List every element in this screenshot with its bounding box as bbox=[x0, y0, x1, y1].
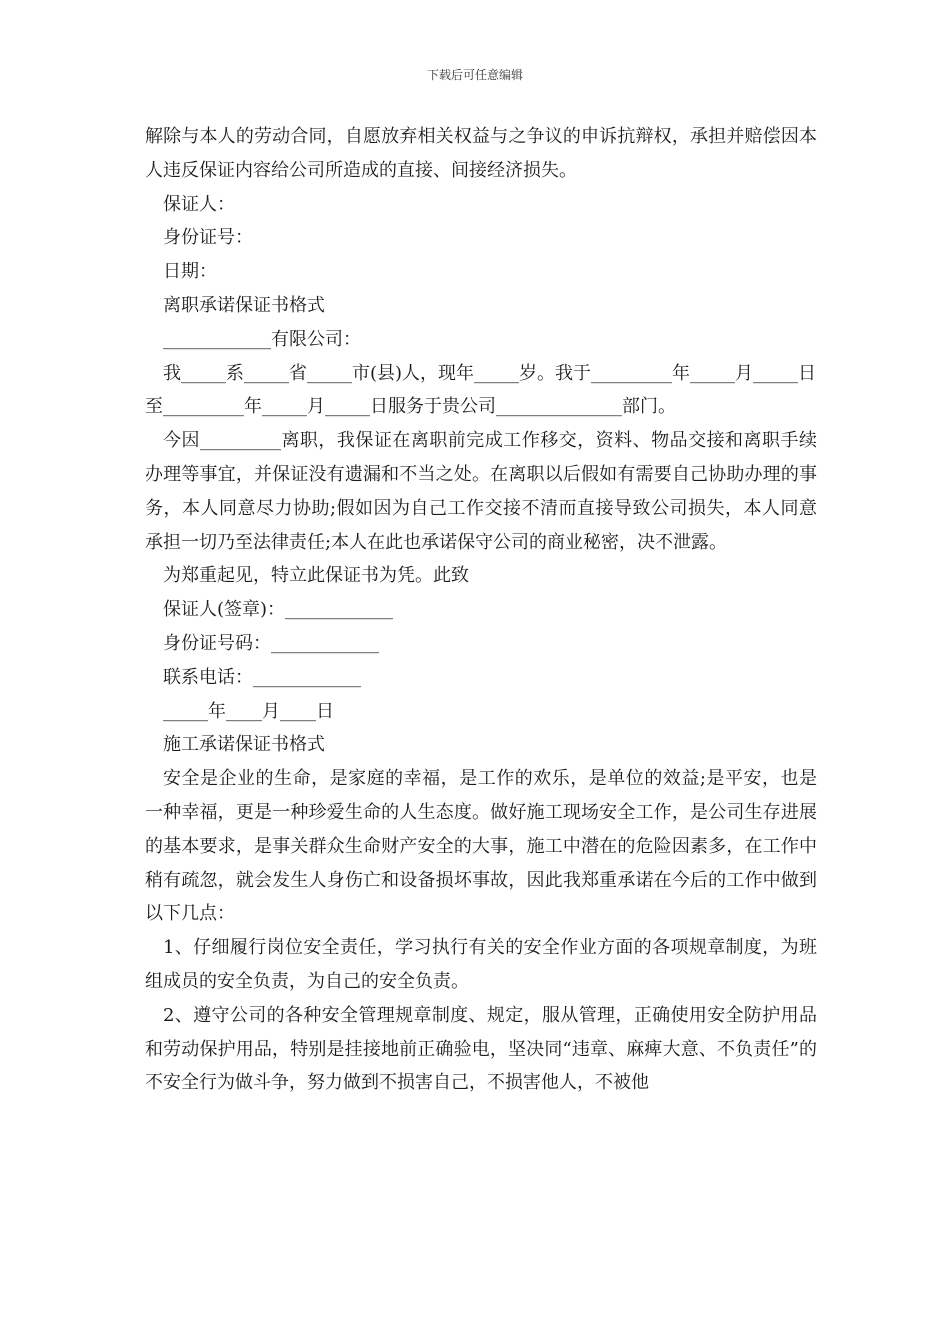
paragraph-resignation-pledge: 今因_________离职，我保证在离职前完成工作移交，资料、物品交接和离职手续办理等事宜，并保证没有遗漏和不当之处。在离职以后假如有需要自己协助办理的事务，本人同意尽力协助;假如因为自己工作交接不清而直接导致公司损失，本人同意承担一切乃至法律责任;本人在此也承诺保守公司的商业秘密，决不泄露。 bbox=[145, 430, 817, 553]
paragraph-personal-info: 我_____系_____省_____市(县)人，现年_____岁。我于_________年_____月_____日至_________年_____月_____日服务于贵公司______________部门。 bbox=[145, 362, 817, 418]
guarantor-signature-line: 保证人(签章)：____________ bbox=[163, 599, 394, 621]
section-title-resignation: 离职承诺保证书格式 bbox=[163, 294, 325, 316]
paragraph-item-1: 1、仔细履行岗位安全责任，学习执行有关的安全作业方面的各项规章制度，为班组成员的安全负责，为自己的安全负责。 bbox=[145, 937, 817, 992]
paragraph-contract-termination: 解除与本人的劳动合同，自愿放弃相关权益与之争议的申诉抗辩权，承担并赔偿因本人违反保证内容给公司所造成的直接、间接经济损失。 bbox=[145, 126, 817, 181]
id-number-line: 身份证号码：____________ bbox=[163, 632, 379, 654]
date-line: _____年____月____日 bbox=[163, 700, 334, 722]
paragraph-safety-intro: 安全是企业的生命，是家庭的幸福，是工作的欢乐，是单位的效益;是平安，也是一种幸福，更是一种珍爱生命的人生态度。做好施工现场安全工作，是公司生存进展的基本要求，是事关群众生命财产安全的大事，施工中潜在的危险因素多，在工作中稍有疏忽，就会发生人身伤亡和设备损坏事故，因此我郑重承诺在今后的工作中做到以下几点： bbox=[145, 768, 817, 925]
phone-line: 联系电话：____________ bbox=[163, 666, 361, 688]
id-number-label: 身份证号： bbox=[163, 227, 253, 249]
guarantor-label: 保证人： bbox=[163, 193, 235, 215]
document-body bbox=[145, 120, 817, 1100]
page-header: 下载后可任意编辑 bbox=[426, 68, 523, 82]
date-label: 日期： bbox=[163, 261, 217, 283]
paragraph-item-2: 2、遵守公司的各种安全管理规章制度、规定，服从管理，正确使用安全防护用品和劳动保护用品，特别是挂接地前正确验电，坚决同“违章、麻痺大意、不负责任”的不安全行为做斗争，努力做到不损害自己，不损害他人，不被他 bbox=[145, 1004, 817, 1094]
section-title-construction: 施工承诺保证书格式 bbox=[163, 734, 325, 756]
company-salutation: ____________有限公司： bbox=[163, 328, 361, 350]
paragraph-closing: 为郑重起见，特立此保证书为凭。此致 bbox=[163, 565, 469, 587]
